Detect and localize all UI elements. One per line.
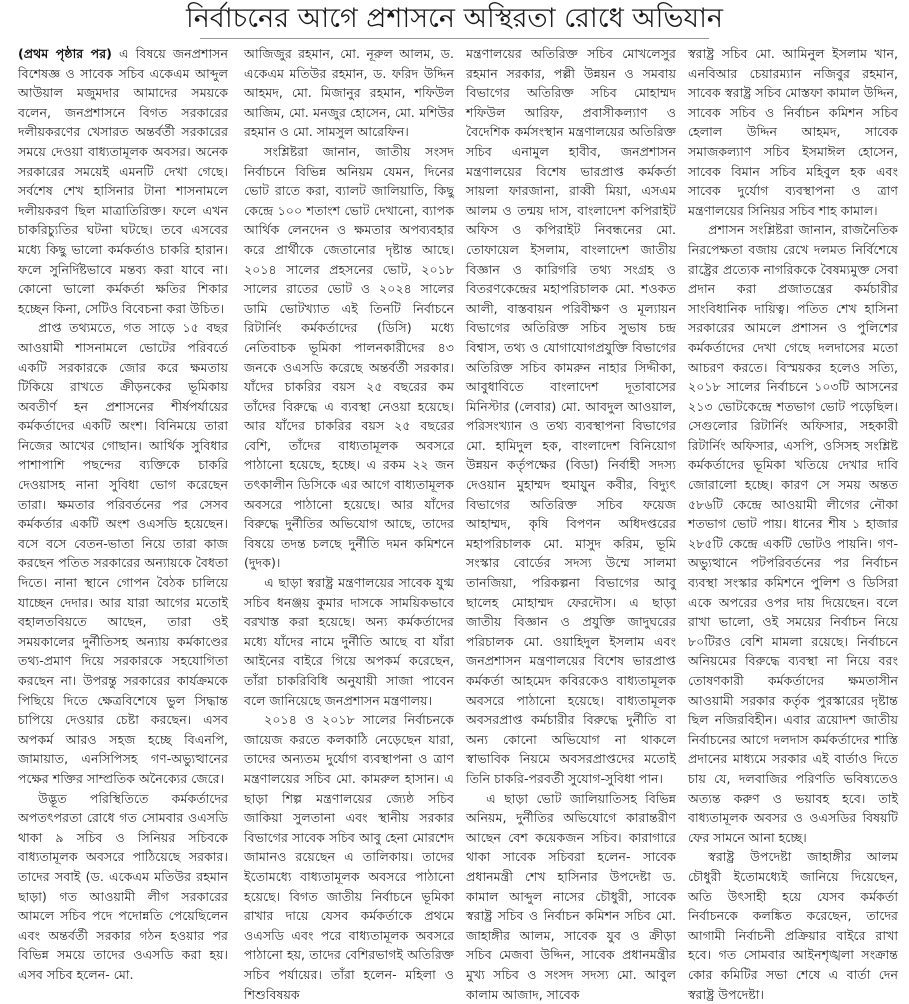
paragraph bbox=[18, 44, 228, 318]
paragraph: প্রাপ্ত তথ্যমতে, গত সাড়ে ১৫ বছর আওয়ামী শাসনামলে ভোটের পরিবর্তে একটি সরকারকে জোর করে ক্ষমতায় টিকিয়ে রাখতে ক্রীড়নকের ভূমিকায় অবতীর্ণ হন প্রশাসনের শীর্ষপর্যায়ের কর্মকর্তাদের একটি অংশ। বিনিময়ে তারা নিজের আখের গোছান। আর্থিক সুবিধার পাশাপাশি পছন্দের ব্যক্তিকে চাকরি দেওয়াসহ নানা সুবিধা ভোগ করেছেন তারা। ক্ষমতার পরিবর্তনের পর সেসব কর্মকর্তার একটি অংশ ওএসডি হয়েছেন। বসে বসে বেতন-ভাতা নিয়ে তারা কাজ করছেন পতিত সরকারের অন্যায়কে বৈধতা দিতে। নানা স্থানে গোপন বৈঠক চালিয়ে যাচ্ছেন দেদার। আর যারা আগের মতোই বহালতবিয়তে আছেন, তারা ওই সময়কালের দুর্নীতিসহ অন্যায় কর্মকাণ্ডের তথ্য-প্রমাণ দিয়ে সরকারকে সহযোগিতা করছেন না। উপরন্তু সরকারের কার্যক্রমকে পিছিয়ে দিতে ক্ষেত্রবিশেষে ভুল সিদ্ধান্ত চাপিয়ে দেওয়ার চেষ্টা করছেন। এসব অপকর্ম আরও সহজ হচ্ছে বিএনপি, জামায়াত, এনসিপিসহ গণ-অভ্যুত্থানের পক্ষের শক্তির সাম্প্রতিক অনৈক্যের জেরে। bbox=[18, 320, 228, 786]
article-headline: নির্বাচনের আগে প্রশাসনে অস্থিরতা রোধে অভিযান bbox=[185, 3, 724, 34]
paragraph: প্রশাসন সংশ্লিষ্টরা জানান, রাজনৈতিক নিরপেক্ষতা বজায় রেখে দলমত নির্বিশেষে রাষ্ট্রের প্রত্যেক নাগরিককে বৈষম্যমুক্ত সেবা প্রদান করা প্রজাতন্ত্রের কর্মচারীর সাংবিধানিক দায়িত্ব। পতিত শেখ হাসিনা সরকারের আমলে প্রশাসন ও পুলিশের কর্মকর্তাদের দেখা গেছে দলদাসের মতো আচরণ করতে। বিস্ময়কর হলেও সত্যি, ২০১৮ সালের নির্বাচনে ১০৩টি আসনের ২১৩ ভোটকেন্দ্রে শতভাগ ভোট পড়েছিল। সেগুলোর রিটার্নিং অফিসার, সহকারী রিটার্নিং অফিসার, এসপি, ওসিসহ সংশ্লিষ্ট কর্মকর্তাদের ভূমিকা খতিয়ে দেখার দাবি জোরালো হচ্ছে। কারণ সে সময় অন্তত ৫৮৬টি কেন্দ্রে আওয়ামী লীগের নৌকা শতভাগ ভোট পায়। ধানের শীষ ১ হাজার ২৮৫টি কেন্দ্রে একটি ভোটও পায়নি। গণ-অভ্যুত্থানে পটপরিবর্তনের পর নির্বাচন ব্যবস্থা সংস্কার কমিশনে পুলিশ ও ডিসিরা একে অপরের ওপর দায় দিয়েছেন। বলে রাখা ভালো, ওই সময়ের নির্বাচন নিয়ে ৮০টিরও বেশি মামলা রয়েছে। নির্বাচনে অনিয়মের বিরুদ্ধে ব্যবস্থা না নিয়ে বরং তোষণকারী কর্মকর্তাদের ক্ষমতাসীন আওয়ামী সরকার কর্তৃক পুরস্কারের দৃষ্টান্ত ছিল নজিরবিহীন। এবার ত্রয়োদশ জাতীয় নির্বাচনের আগে দলদাস কর্মকর্তাদের শাস্তি প্রদানের মাধ্যমে সরকার এই বার্তাও দিতে চায় যে, দলবাজির পরিণতি ভবিষ্যতেও অত্যন্ত করুণ ও ভয়াবহ হবে। তাই বাধ্যতামূলক অবসর ও ওএসডির বিষয়টি ফের সামনে আনা হচ্ছে। bbox=[688, 222, 898, 845]
article-column-1 bbox=[18, 44, 228, 985]
paragraph: এ ছাড়া স্বরাষ্ট্র মন্ত্রণালয়ের সাবেক যুগ্ম সচিব ধনঞ্জয় কুমার দাসকে সাময়িকভাবে বরখাস্ত করা হয়েছে। অন্য কর্মকর্তাদের মধ্যে যাঁদের নামে দুর্নীতি আছে বা যাঁরা আইনের বাইরে গিয়ে অপকর্ম করেছেন, তাঁরা চাকরিবিধি অনুযায়ী সাজা পাবেন বলে জানিয়েছে জনপ্রশাসন মন্ত্রণালয়। bbox=[244, 575, 454, 708]
paragraph: মন্ত্রণালয়ের অতিরিক্ত সচিব মোখলেসুর রহমান সরকার, পল্লী উন্নয়ন ও সমবায় বিভাগের অতিরিক্ত সচিব মোহাম্মদ শফিউল আরিফ, প্রবাসীকল্যাণ ও বৈদেশিক কর্মসংস্থান মন্ত্রণালয়ের অতিরিক্ত সচিব এনামুল হাবীব, জনপ্রশাসন মন্ত্রণালয়ের বিশেষ ভারপ্রাপ্ত কর্মকর্তা সায়লা ফারজানা, রাব্বী মিয়া, এসএম আলম ও তন্ময় দাস, বাংলাদেশ কপিরাইট অফিস ও কপিরাইট নিবন্ধনের মো. তোফায়েল ইসলাম, বাংলাদেশ জাতীয় বিজ্ঞান ও কারিগরি তথ্য সংগ্রহ ও বিতরণকেন্দ্রের মহাপরিচালক মো. শওকত আলী, বাস্তবায়ন পরিবীক্ষণ ও মূল্যায়ন বিভাগের অতিরিক্ত সচিব সুভাষ চন্দ্র বিশ্বাস, তথ্য ও যোগাযোগপ্রযুক্তি বিভাগের অতিরিক্ত সচিব কামরুন নাহার সিদ্দীকা, আবুধাবিতে বাংলাদেশ দূতাবাসের মিনিস্টার (লেবার) মো. আবদুল আওয়াল, পরিসংখ্যান ও তথ্য ব্যবস্থাপনা বিভাগের মো. হামিদুল হক, বাংলাদেশ বিনিয়োগ উন্নয়ন কর্তৃপক্ষের (বিডা) নির্বাহী সদস্য দেওয়ান মুহাম্মদ হুমায়ুন কবীর, বিদ্যুৎ বিভাগের অতিরিক্ত সচিব ফয়েজ আহাম্মদ, কৃষি বিপণন অধিদপ্তরের মহাপরিচালক মো. মাসুদ করিম, ভূমি সংস্কার বোর্ডের সদস্য উম্মে সালমা তানজিয়া, পরিকল্পনা বিভাগের আবু ছালেহ মোহাম্মদ ফেরদৌস। এ ছাড়া জাতীয় বিজ্ঞান ও প্রযুক্তি জাদুঘরের পরিচালক মো. ওয়াহিদুল ইসলাম এবং জনপ্রশাসন মন্ত্রণালয়ের বিশেষ ভারপ্রাপ্ত কর্মকর্তা আহমেদ কবিরকেও বাধ্যতামূলক অবসরে পাঠানো হয়েছে। বাধ্যতামূলক অবসরপ্রাপ্ত কর্মচারীর বিরুদ্ধে দুর্নীতি বা অন্য কোনো অভিযোগ না থাকলে স্বাভাবিক নিয়মে অবসরপ্রাপ্তদের মতোই তিনি চাকরি-পরবর্তী সুযোগ-সুবিধা পান। bbox=[466, 46, 676, 786]
article-column-2 bbox=[244, 44, 454, 1004]
paragraph: স্বরাষ্ট্র উপদেষ্টা জাহাঙ্গীর আলম চৌধুরী ইতোমধ্যেই জানিয়ে দিয়েছেন, অতি উৎসাহী হয়ে যেসব কর্মকর্তা নির্বাচনকে কলঙ্কিত করেছেন, তাদের আগামী নির্বাচনী প্রক্রিয়ার বাইরে রাখা হবে। গত সোমবার আইনশৃঙ্খলা সংক্রান্ত কোর কমিটির সভা শেষে এ বার্তা দেন স্বরাষ্ট্র উপদেষ্টা। bbox=[688, 849, 898, 1002]
paragraph: আজিজুর রহমান, মো. নূরুল আলম, ড. একেএম মতিউর রহমান, ড. ফরিদ উদ্দিন আহমদ, মো. মিজানুর রহমান, শফিউল আজিম, মো. মনজুর হোসেন, মো. মশিউর রহমান ও মো. সামসুল আরেফিন। bbox=[244, 46, 454, 140]
article-column-4 bbox=[688, 44, 898, 1004]
paragraph: সংশ্লিষ্টরা জানান, জাতীয় সংসদ নির্বাচনে বিভিন্ন অনিয়ম যেমন, দিনের ভোট রাতে করা, ব্যালট জালিয়াতি, কিছু কেন্দ্রে ১০০ শতাংশ ভোট দেখানো, ব্যাপক আর্থিক লেনদেন ও ক্ষমতার অপব্যবহার করে প্রার্থীকে জেতানোর দৃষ্টান্ত আছে। ২০১৪ সালের প্রহসনের ভোট, ২০১৮ সালের রাতের ভোট ও ২০২৪ সালের ডামি ভোটখ্যাত এই তিনটি নির্বাচনে রিটার্নিং কর্মকর্তাদের (ডিসি) মধ্যে নেতিবাচক ভূমিকা পালনকারীদের ৪৩ জনকে ওএসডি করেছে অন্তর্বর্তী সরকার। যাঁদের চাকরির বয়স ২৫ বছরের কম তাঁদের বিরুদ্ধে এ ব্যবস্থা নেওয়া হয়েছে। আর যাঁদের চাকরির বয়স ২৫ বছরের বেশি, তাঁদের বাধ্যতামূলক অবসরে পাঠানো হয়েছে, হচ্ছে। এ রকম ২২ জন তৎকালীন ডিসিকে এর আগে বাধ্যতামূলক অবসরে পাঠানো হয়েছে। আর যাঁদের বিরুদ্ধে দুর্নীতির অভিযোগ আছে, তাদের বিষয়ে তদন্ত চলছে দুর্নীতি দমন কমিশনে (দুদক)। bbox=[244, 143, 454, 571]
headline-rule bbox=[200, 38, 709, 39]
paragraph: ২০১৪ ও ২০১৮ সালের নির্বাচনকে জায়েজ করতে কলকাঠি নেড়েছেন যারা, তাদের অন্যতম দুর্যোগ ব্যবস্থাপনা ও ত্রাণ মন্ত্রণালয়ের সচিব মো. কামরুল হাসান। এ ছাড়া শিল্প মন্ত্রণালয়ের জ্যেষ্ঠ সচিব জাকিয়া সুলতানা এবং স্থানীয় সরকার বিভাগের সাবেক সচিব আবু হেনা মোরশেদ জামানও রয়েছেন এ তালিকায়। তাদের ইতোমধ্যে বাধ্যতামূলক অবসরে পাঠানো হয়েছে। বিগত জাতীয় নির্বাচনে ভূমিকা রাখার দায়ে যেসব কর্মকর্তাকে প্রথমে ওএসডি এবং পরে বাধ্যতামূলক অবসরে পাঠানো হয়, তাদের বেশিরভাগই অতিরিক্ত সচিব পর্যায়ের। তাঁরা হলেন- মহিলা ও শিশুবিষয়ক bbox=[244, 712, 454, 1002]
paragraph: স্বরাষ্ট্র সচিব মো. আমিনুল ইসলাম খান, এনবিআর চেয়ারম্যান নজিবুর রহমান, সাবেক স্বরাষ্ট্র সচিব মোস্তফা কামাল উদ্দিন, সাবেক সচিব ও নির্বাচন কমিশন সচিব হেলাল উদ্দিন আহমদ, সাবেক সমাজকল্যাণ সচিব ইসমাঈল হোসেন, সাবেক বিমান সচিব মহিবুল হক এবং সাবেক দুর্যোগ ব্যবস্থাপনা ও ত্রাণ মন্ত্রণালয়ের সিনিয়র সচিব শাহ কামাল। bbox=[688, 46, 898, 218]
paragraph-text: এ বিষয়ে জনপ্রশাসন বিশেষজ্ঞ ও সাবেক সচিব একেএম আব্দুল আউয়াল মজুমদার আমাদের সময়কে বলেন, জনপ্রশাসনে বিগত সরকারের দলীয়করণের খেসারত অন্তর্বর্তী সরকারের সময়ে দেওয়া বাধ্যতামূলক অবসর। অনেক সরকারের সময়েই এমনটি দেখা গেছে। সর্বশেষ শেখ হাসিনার টানা শাসনামলে দলীয়করণ ছিল মাত্রাতিরিক্ত। ফলে এখন চাকরিচ্যুতির ঘটনা ঘটছে। তবে এসবের মধ্যে কিছু ভালো কর্মকর্তাও চাকরি হারান। ফলে সুনির্দিষ্টভাবে মন্তব্য করা যাবে না। কোনো ভালো কর্মকর্তা ক্ষতির শিকার হচ্ছেন কিনা, সেটিও বিবেচনা করা উচিত। bbox=[18, 46, 229, 316]
paragraph: এ ছাড়া ভোট জালিয়াতিসহ বিভিন্ন অনিয়ম, দুর্নীতির অভিযোগে কারান্তরীণ আছেন বেশ কয়েকজন সচিব। কারাগারে থাকা সাবেক সচিবরা হলেন- সাবেক প্রধানমন্ত্রী শেখ হাসিনার উপদেষ্টা ড. কামাল আব্দুল নাসের চৌধুরী, সাবেক স্বরাষ্ট্র সচিব ও নির্বাচন কমিশন সচিব মো. জাহাঙ্গীর আলম, সাবেক যুব ও ক্রীড়া সচিব মেজবা উদ্দিন, সাবেক প্রধানমন্ত্রীর মুখ্য সচিব ও সংসদ সদস্য মো. আবুল কালাম আজাদ, সাবেক bbox=[466, 790, 676, 1002]
continued-from-front-page-label: (প্রথম পৃষ্ঠার পর) bbox=[18, 46, 112, 61]
paragraph: উদ্ভূত পরিস্থিতিতে কর্মকর্তাদের অপতৎপরতা রোধে গত সোমবার ওএসডি থাকা ৯ সচিব ও সিনিয়র সচিবকে বাধ্যতামূলক অবসরে পাঠিয়েছে সরকার। তাদের সবাই (ড. একেএম মতিউর রহমান ছাড়া) গত আওয়ামী লীগ সরকারের আমলে সচিব পদে পদোন্নতি পেয়েছিলেন এবং অন্তর্বর্তী সরকার গঠন হওয়ার পর বিভিন্ন সময়ে তাদের ওএসডি করা হয়। এসব সচিব হলেন- মো. bbox=[18, 790, 228, 982]
article-column-3 bbox=[466, 44, 676, 1004]
